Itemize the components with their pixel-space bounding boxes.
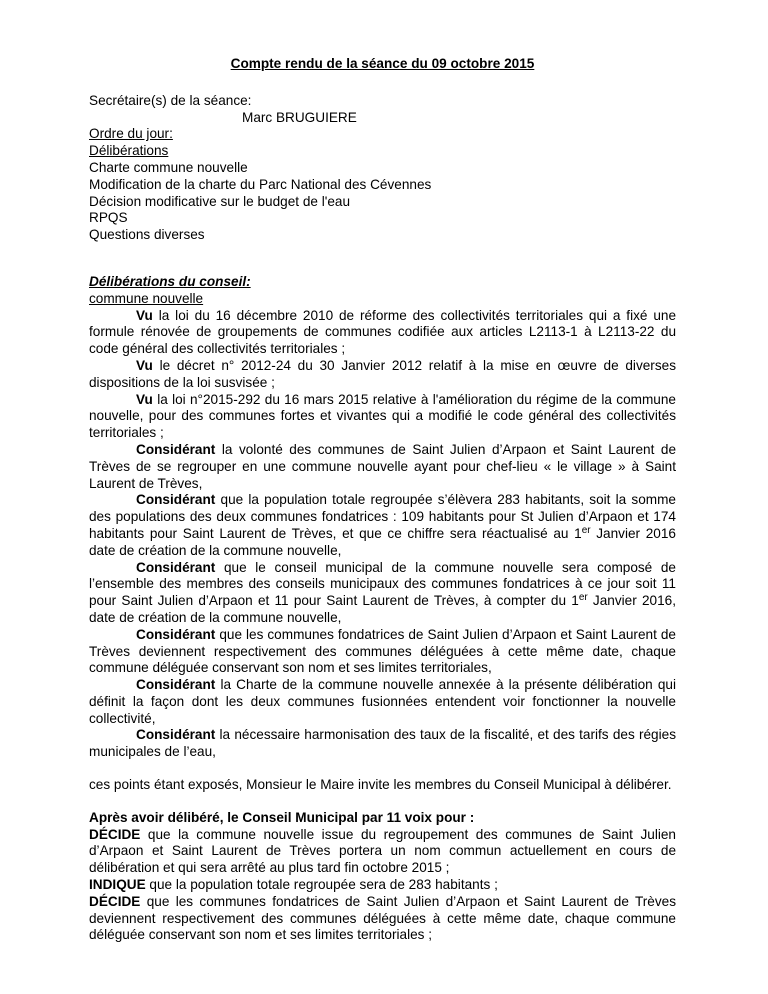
considerant-paragraph: Considérant que le conseil municipal de la commune nouvelle sera composé de l’ensemble des membres des conseils municipaux des communes fondatrices à ce jour soit 11 pour Saint Julien d’Arpaon et 11 pour Saint Laurent de Trèves, à compter du 1er Janvier 2016, date de création de la commune nouvelle, [89,559,676,625]
ordre-label: Ordre du jour: [89,126,173,142]
considerant-paragraph: Considérant que la population totale regroupée s’élèvera 283 habitants, soit la somme des populations des deux communes fondatrices : 109 habitants pour St Julien d’Arpaon et 174 habitants pour Saint Laurent de Trèves, et que ce chiffre sera réactualisé au 1er Janvier 2016 date de création de la commune nouvelle, [89,492,676,558]
spacer [89,794,676,810]
considerant-paragraph: Considérant la volonté des communes de Saint Julien d’Arpaon et Saint Laurent de Trèves de se regrouper en une commune nouvelle ayant pour chef-lieu « le village » à Saint Laurent de Trèves, [89,441,676,491]
vote-line: Après avoir délibéré, le Conseil Municipal par 11 voix pour : [89,809,475,825]
vu-paragraph: Vu la loi du 16 décembre 2010 de réforme des collectivités territoriales qui a fixé une formule rénovée de groupements de communes codifiée aux articles L2113-1 à L2113-22 du code général des collectivités territoriales ; [89,307,676,357]
considerant-paragraph: Considérant que les communes fondatrices de Saint Julien d’Arpaon et Saint Laurent de Trèves deviennent respectivement des communes déléguées à cette même date, chaque commune déléguée conservant son nom et ses limites territoriales, [89,626,676,676]
document-page [89,56,676,944]
decision-paragraph: INDIQUE que la population totale regroupée sera de 283 habitants ; [89,877,498,893]
ordre-item: Délibérations [89,143,169,159]
ordre-item: Modification de la charte du Parc National des Cévennes [89,176,432,192]
ordre-item: Charte commune nouvelle [89,159,248,175]
expose-paragraph: ces points étant exposés, Monsieur le Maire invite les membres du Conseil Municipal à délibérer. [89,777,672,793]
considerant-paragraph: Considérant la Charte de la commune nouvelle annexée à la présente délibération qui définit la façon dont les deux communes fusionnées entendent voir fonctionner la nouvelle collectivité, [89,677,676,726]
ordre-item: Questions diverses [89,227,205,243]
spacer [89,761,676,777]
secretaire-label: Secrétaire(s) de la séance: [89,92,252,108]
section-title: Délibérations du conseil: [89,273,251,289]
subsection-title: commune nouvelle [89,290,204,306]
page-title: Compte rendu de la séance du 09 octobre 2015 [230,56,535,71]
vu-paragraph: Vu le décret n° 2012-24 du 30 Janvier 2012 relatif à la mise en œuvre de diverses dispositions de la loi susvisée ; [89,357,676,390]
secretaire-name: Marc BRUGUIERE [242,109,357,125]
decision-paragraph: DÉCIDE que la commune nouvelle issue du regroupement des communes de Saint Julien d’Arpaon et Saint Laurent de Trèves portera un nom commun actuellement en cours de délibération et qui sera arrêté au plus tard fin octobre 2015 ; [89,826,676,876]
spacer [89,244,676,274]
vu-paragraph: Vu la loi n°2015-292 du 16 mars 2015 relative à l'amélioration du régime de la commune nouvelle, pour des communes fortes et vivantes qui a modifié le code général des collectivités territoriales ; [89,391,676,441]
considerant-paragraph: Considérant la nécessaire harmonisation des taux de la fiscalité, et des tarifs des régies municipales de l’eau, [89,727,676,760]
decision-paragraph: DÉCIDE que les communes fondatrices de Saint Julien d’Arpaon et Saint Laurent de Trèves deviennent respectivement des communes déléguées à cette même date, chaque commune déléguée conservant son nom et ses limites territoriales ; [89,893,676,943]
ordre-item: RPQS [89,210,128,226]
ordre-item: Décision modificative sur le budget de l'eau [89,193,351,209]
